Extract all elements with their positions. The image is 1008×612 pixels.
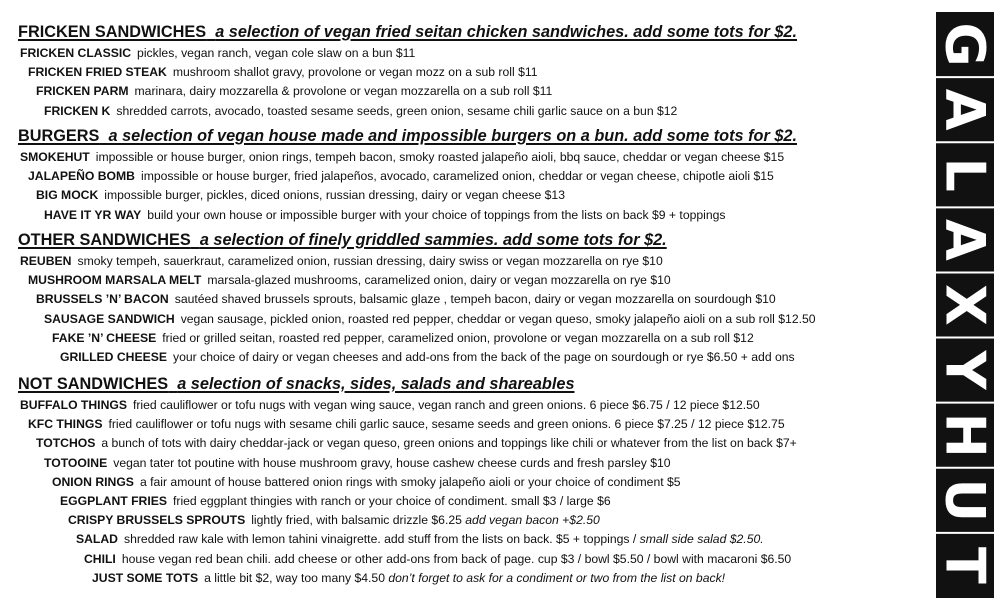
- item-description: build your own house or impossible burger with your choice of toppings from the lists on back $9 + toppings: [147, 207, 726, 222]
- item-name: SMOKEHUT: [20, 150, 90, 164]
- menu-item: [36, 187, 565, 203]
- item-name: FAKE ’N’ CHEESE: [52, 330, 157, 345]
- menu-item: [76, 531, 764, 547]
- section-tagline: a selection of vegan fried seitan chicken sandwiches. add some tots for $2.: [215, 23, 798, 41]
- item-description: mushroom shallot gravy, provolone or vegan mozz on a sub roll $11: [172, 65, 538, 80]
- item-description: shredded raw kale with lemon tahini vinaigrette. add stuff from the lists on back. $5 + toppings /: [123, 532, 637, 547]
- item-name: KFC THINGS: [28, 417, 103, 432]
- section-tagline: a selection of vegan house made and impossible burgers on a bun. add some tots for $2.: [108, 127, 797, 145]
- item-name: FRICKEN CLASSIC: [20, 46, 132, 60]
- section-title: BURGERS: [18, 127, 100, 145]
- item-description: sautéed shaved brussels sprouts, balsamic glaze , tempeh bacon, dairy or vegan mozzarella on sourdough $10: [174, 292, 776, 307]
- item-name: CRISPY BRUSSELS SPROUTS: [68, 513, 246, 528]
- section-heading: [18, 126, 797, 146]
- menu-item: [36, 83, 552, 99]
- logo-letter-glyph: A: [936, 218, 994, 261]
- menu-item: [60, 493, 611, 509]
- item-name: FRICKEN PARM: [36, 84, 129, 99]
- item-name: SAUSAGE SANDWICH: [44, 311, 175, 326]
- item-name: BIG MOCK: [36, 188, 99, 203]
- logo-letter: [936, 158, 994, 192]
- item-name: SALAD: [76, 532, 118, 547]
- item-description: lightly fried, with balsamic drizzle $6.25: [251, 513, 462, 528]
- logo-letter: [936, 547, 994, 584]
- section-heading: [18, 22, 797, 42]
- menu-item: [68, 512, 600, 528]
- logo-letter-glyph: X: [936, 284, 994, 326]
- section-heading: [18, 374, 575, 394]
- menu-item: [36, 291, 776, 307]
- item-name: MUSHROOM MARSALA MELT: [28, 273, 202, 288]
- section-title: FRICKEN SANDWICHES: [18, 23, 207, 41]
- logo-letter: [936, 89, 994, 131]
- menu-item: [44, 103, 677, 119]
- logo-letter: [936, 350, 994, 391]
- menu-item: [52, 474, 681, 490]
- item-name: TOTCHOS: [36, 436, 96, 451]
- menu-item: [28, 272, 671, 288]
- item-description: smoky tempeh, sauerkraut, caramelized onion, russian dressing, dairy swiss or vegan mozzarella on rye $10: [77, 254, 663, 268]
- item-name: JUST SOME TOTS: [92, 570, 199, 585]
- menu-item: [44, 207, 726, 223]
- item-description: your choice of dairy or vegan cheeses and add-ons from the back of the page on sourdough or rye $6.50 + add ons: [173, 350, 795, 364]
- menu-item: [20, 149, 784, 165]
- menu-item: [28, 64, 538, 80]
- item-name: GRILLED CHEESE: [60, 350, 167, 364]
- item-name: BRUSSELS ’N’ BACON: [36, 292, 169, 307]
- item-name: FRICKEN FRIED STEAK: [28, 65, 167, 80]
- item-note: add vegan bacon +$2.50: [465, 513, 600, 528]
- logo-letter-glyph: G: [936, 22, 994, 67]
- item-description: impossible burger, pickles, diced onions, russian dressing, dairy or vegan cheese $13: [104, 188, 565, 203]
- item-description: marsala-glazed mushrooms, caramelized onion, dairy or vegan mozzarella on rye $10: [207, 273, 671, 288]
- logo-letter-glyph: A: [936, 88, 994, 131]
- item-description: fried eggplant thingies with ranch or your choice of condiment. small $3 / large $6: [173, 494, 611, 508]
- logo-letter-glyph: L: [936, 157, 994, 192]
- menu-item: [20, 253, 663, 269]
- logo-letter: [936, 22, 994, 66]
- item-description: pickles, vegan ranch, vegan cole slaw on a bun $11: [137, 46, 416, 60]
- logo-letter-glyph: H: [936, 412, 994, 458]
- logo-letter: [936, 413, 994, 458]
- item-name: ONION RINGS: [52, 474, 134, 489]
- item-description: fried cauliflower or tofu nugs with sesame chili garlic sauce, sesame seeds and green onions. 6 piece $7.25 / 12 piece $12.75: [108, 417, 785, 432]
- logo-letter-glyph: Y: [936, 350, 994, 390]
- section-tagline: a selection of snacks, sides, salads and shareables: [177, 375, 575, 393]
- section-tagline: a selection of finely griddled sammies. add some tots for $2.: [199, 231, 667, 249]
- menu-item: [44, 455, 671, 471]
- item-name: EGGPLANT FRIES: [60, 494, 167, 508]
- menu-item: [52, 330, 754, 346]
- item-name: TOTOOINE: [44, 455, 108, 470]
- item-description: marinara, dairy mozzarella & provolone or vegan mozzarella on a sub roll $11: [134, 84, 553, 99]
- menu-item: [44, 311, 816, 327]
- menu-item: [36, 435, 797, 451]
- menu-item: [60, 349, 795, 365]
- item-description: a bunch of tots with dairy cheddar-jack or vegan queso, green onions and toppings like chili or whatever from the list on back $7+: [101, 436, 797, 451]
- menu-item: [28, 168, 774, 184]
- item-description: fried cauliflower or tofu nugs with vegan wing sauce, vegan ranch and green onions. 6 piece $6.75 / 12 piece $12.50: [132, 398, 760, 412]
- menu-item: [20, 397, 760, 413]
- item-name: FRICKEN K: [44, 103, 111, 118]
- menu-item: [20, 45, 415, 61]
- item-description: a little bit $2, way too many $4.50: [204, 570, 385, 585]
- logo-letter-glyph: U: [936, 478, 994, 523]
- logo-letter-glyph: T: [936, 547, 994, 584]
- item-description: house vegan red bean chili. add cheese or other add-ons from back of page. cup $3 / bowl $5.50 / bowl with macaroni $6.50: [121, 551, 792, 566]
- section-title: OTHER SANDWICHES: [18, 231, 191, 249]
- logo-letter: [936, 478, 994, 522]
- menu-item: [84, 551, 791, 567]
- menu-item: [28, 416, 785, 432]
- item-description: vegan tater tot poutine with house mushroom gravy, house cashew cheese curds and fresh parsley $10: [113, 455, 671, 470]
- item-description: fried or grilled seitan, roasted red pepper, caramelized onion, provolone or vegan mozzarella on a sub roll $12: [162, 330, 754, 345]
- item-description: vegan sausage, pickled onion, roasted red pepper, cheddar or vegan queso, smoky jalapeño aioli on a sub roll $12.50: [180, 311, 816, 326]
- item-note: don’t forget to ask for a condiment or two from the list on back!: [388, 570, 726, 585]
- menu-item: [92, 570, 725, 586]
- item-name: JALAPEÑO BOMB: [28, 169, 135, 184]
- item-name: HAVE IT YR WAY: [44, 207, 142, 222]
- logo-svg: [936, 12, 994, 598]
- item-name: REUBEN: [20, 254, 72, 268]
- item-description: shredded carrots, avocado, toasted sesame seeds, green onion, sesame chili garlic sauce on a bun $12: [116, 103, 678, 118]
- section-heading: [18, 230, 667, 250]
- item-note: small side salad $2.50.: [639, 532, 764, 547]
- item-description: a fair amount of house battered onion rings with smoky jalapeño aioli or your choice of condiment $5: [139, 474, 681, 489]
- logo-letter: [936, 219, 994, 261]
- logo-letter: [936, 284, 994, 326]
- item-description: impossible or house burger, fried jalapeños, avocado, caramelized onion, cheddar or vegan cheese, chipotle aioli $15: [141, 169, 774, 184]
- item-name: CHILI: [84, 551, 116, 566]
- item-description: impossible or house burger, onion rings, tempeh bacon, smoky roasted jalapeño aioli, bbq sauce, cheddar or vegan cheese $15: [95, 150, 785, 164]
- section-title: NOT SANDWICHES: [18, 375, 169, 393]
- galaxy-hut-logo: [936, 12, 994, 598]
- item-name: BUFFALO THINGS: [20, 398, 127, 412]
